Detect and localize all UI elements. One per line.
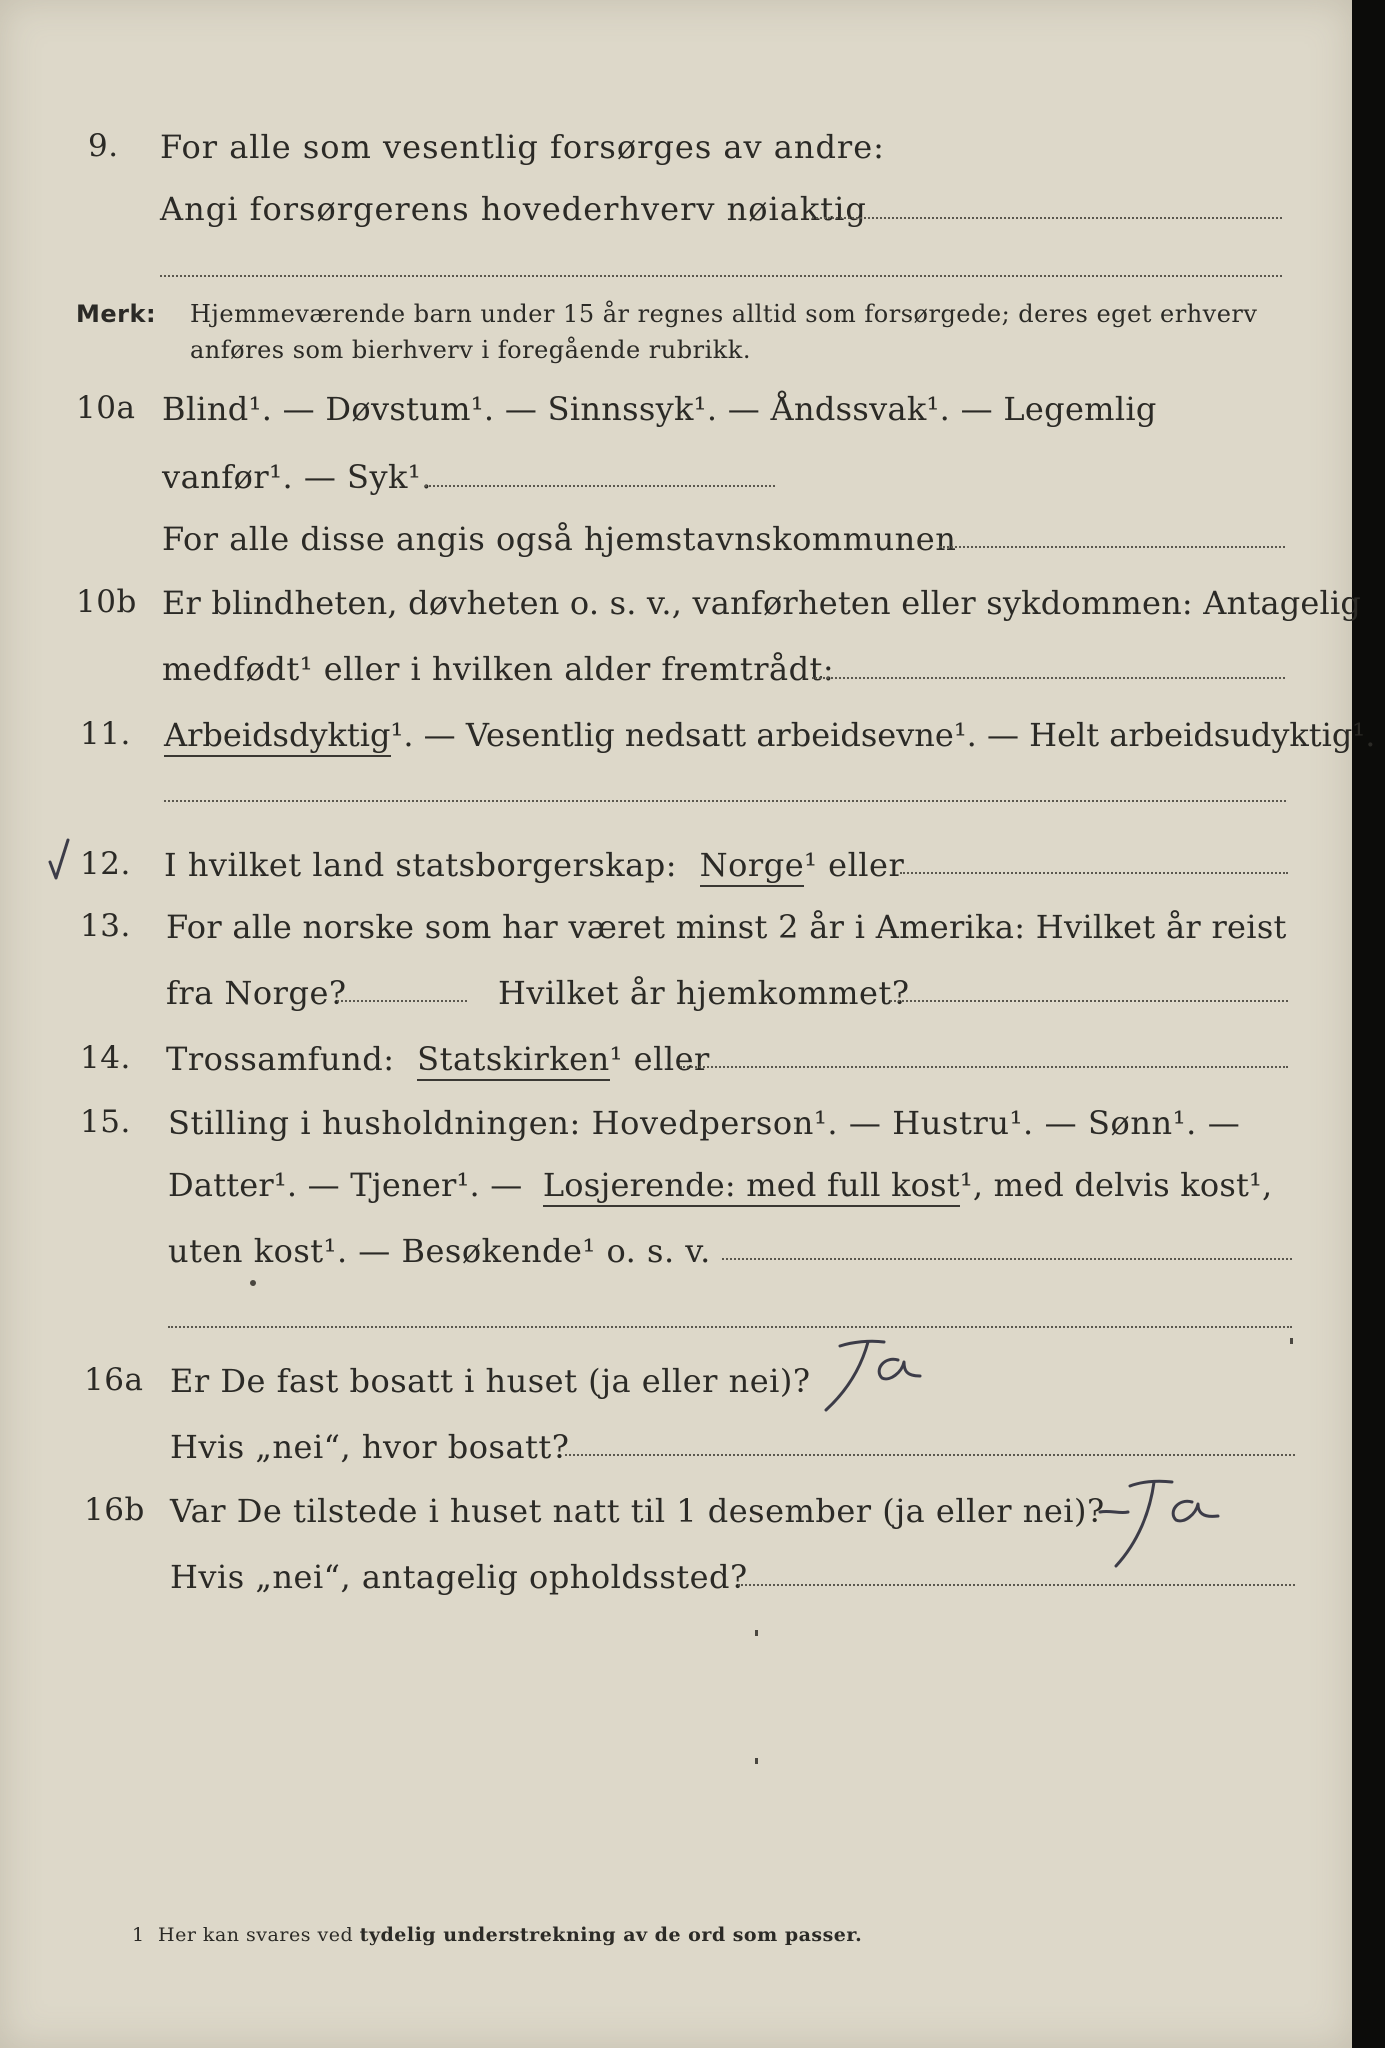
q16b-line1: Var De tilstede i huset natt til 1 desember (ja eller nei)? <box>170 1492 1105 1530</box>
q16a-line1: Er De fast bosatt i huset (ja eller nei)? <box>170 1362 811 1400</box>
check-mark <box>44 838 74 882</box>
q16a-answer-line <box>565 1454 1295 1456</box>
q10a-answer-line <box>425 485 775 487</box>
q13-number: 13. <box>80 908 131 944</box>
q15-answer-line <box>722 1258 1292 1260</box>
q15-line2c: ¹, med delvis kost¹, <box>959 1166 1273 1204</box>
q10a-line1: Blind¹. — Døvstum¹. — Sinnssyk¹. — Åndssvak¹. — Legemlig <box>162 390 1157 428</box>
q10a-number: 10a <box>76 390 136 426</box>
q14-line <box>166 1040 710 1078</box>
q10b-line1: Er blindheten, døvheten o. s. v., vanførheten eller sykdommen: Antagelig <box>162 584 1362 622</box>
merk-label: Merk: <box>76 300 157 328</box>
q11-answer-line <box>164 800 1286 802</box>
q10b-number: 10b <box>76 584 137 620</box>
q11-answer-arbeidsdyktig: Arbeidsdyktig <box>164 716 391 757</box>
q14-number: 14. <box>80 1040 131 1076</box>
q11-line <box>164 716 1375 754</box>
q12-answer-line <box>900 872 1288 874</box>
footnote-text: Her kan svares ved <box>158 1924 354 1946</box>
q16a-number: 16a <box>84 1362 144 1398</box>
q13-line1: For alle norske som har været minst 2 år i Amerika: Hvilket år reist <box>166 908 1287 946</box>
q15-line2 <box>168 1166 1272 1204</box>
ink-speck <box>250 1280 256 1286</box>
q16b-line2: Hvis „nei“, antagelig opholdssted? <box>170 1558 748 1596</box>
q15-line3: uten kost¹. — Besøkende¹ o. s. v. <box>168 1232 711 1270</box>
q11-number: 11. <box>80 716 131 752</box>
q9-line2: Angi forsørgerens hovederhverv nøiaktig <box>160 190 867 228</box>
q9-line1: For alle som vesentlig forsørges av andre: <box>160 128 885 166</box>
q12-answer: Norge <box>700 846 804 887</box>
q14-answer-line <box>680 1066 1288 1068</box>
q13-line2b: Hvilket år hjemkommet? <box>498 974 910 1012</box>
q12-tail: ¹ eller <box>804 846 905 884</box>
footnote-bold: tydelig understrekning av de ord som passer. <box>359 1924 863 1946</box>
q12-text: I hvilket land statsborgerskap: <box>164 846 677 884</box>
ink-speck <box>1290 1338 1293 1344</box>
q15-answer: Losjerende: med full kost <box>543 1166 960 1207</box>
merk-line2: anføres som bierhverv i foregående rubrikk. <box>190 336 751 364</box>
q15-line1: Stilling i husholdningen: Hovedperson¹. — Hustru¹. — Sønn¹. — <box>168 1104 1241 1142</box>
q14-text: Trossamfund: <box>166 1040 395 1078</box>
q13-answer-line-1 <box>337 1000 467 1002</box>
merk-line1: Hjemmeværende barn under 15 år regnes alltid som forsørgede; deres eget erhverv <box>190 300 1258 328</box>
q13-answer-line-2 <box>890 1000 1288 1002</box>
q10a-line3: For alle disse angis også hjemstavnskommunen <box>162 520 957 558</box>
q10a-line2: vanfør¹. — Syk¹. <box>162 458 432 496</box>
q12-line <box>164 846 904 884</box>
footnote-mark: 1 <box>132 1924 145 1946</box>
q16a-line2: Hvis „nei“, hvor bosatt? <box>170 1428 570 1466</box>
q14-answer: Statskirken <box>417 1040 610 1081</box>
q12-number: 12. <box>80 846 131 882</box>
q14-tail: ¹ eller <box>609 1040 710 1078</box>
ink-speck <box>755 1758 758 1764</box>
q9-answer-line-2 <box>160 275 1282 277</box>
footnote <box>158 1924 862 1946</box>
q10b-line2: medfødt¹ eller i hvilken alder fremtrådt: <box>162 650 835 688</box>
q16b-answer-line <box>738 1584 1295 1586</box>
q9-answer-line <box>812 217 1282 219</box>
q16a-handwritten-answer <box>812 1336 932 1416</box>
q15-answer-line-2 <box>168 1326 1292 1328</box>
ink-speck <box>755 1630 758 1636</box>
q16b-handwritten-answer <box>1080 1472 1230 1572</box>
q16b-number: 16b <box>84 1492 145 1528</box>
q11-rest: ¹. — Vesentlig nedsatt arbeidsevne¹. — Helt arbeidsudyktig¹. <box>390 716 1376 754</box>
q10b-answer-line <box>812 677 1285 679</box>
q15-number: 15. <box>80 1104 131 1140</box>
q9-number: 9. <box>88 128 119 164</box>
q13-line2a: fra Norge? <box>166 974 347 1012</box>
q10a-answer-line-2 <box>940 546 1285 548</box>
q15-line2a: Datter¹. — Tjener¹. — <box>168 1166 523 1204</box>
